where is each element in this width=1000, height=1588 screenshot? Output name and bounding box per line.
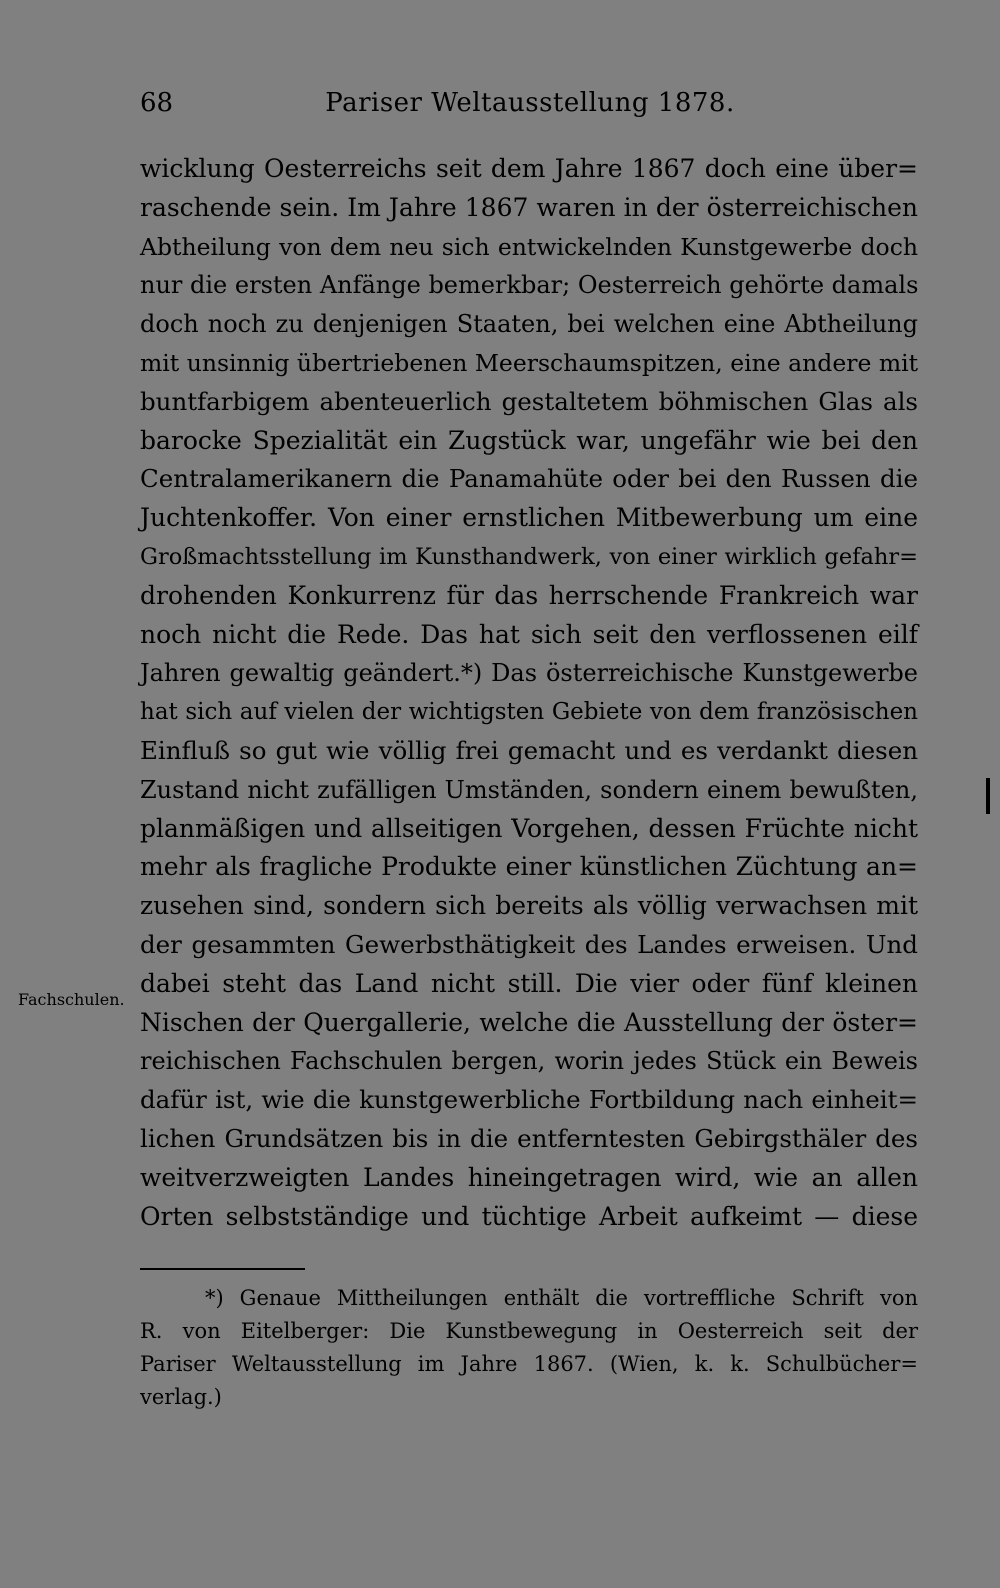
text-line: Einfluß so gut wie völlig frei gemacht und es verdankt diesen (140, 735, 918, 765)
text-line: doch noch zu denjenigen Staaten, bei welchen eine Abtheilung (140, 310, 918, 339)
text-line: Nischen der Quergallerie, welche die Ausstellung der öster= (140, 1007, 918, 1037)
edge-mark (986, 778, 990, 814)
page-number: 68 (140, 88, 174, 118)
text-line: buntfarbigem abenteuerlich gestaltetem böhmischen Glas als (140, 386, 918, 416)
footnote-line: verlag.) (140, 1385, 222, 1409)
text-line: Großmachtsstellung im Kunsthandwerk, von einer wirklich gefahr= (140, 543, 918, 570)
footnote-line: R. von Eitelberger: Die Kunstbewegung in Oesterreich seit der (140, 1319, 918, 1343)
text-line: zusehen sind, sondern sich bereits als völlig verwachsen mit (140, 891, 918, 921)
text-line: lichen Grundsätzen bis in die entferntesten Gebirgsthäler des (140, 1123, 918, 1153)
body-text (140, 150, 918, 1236)
text-line: dabei steht das Land nicht still. Die vier oder fünf kleinen (140, 968, 918, 998)
text-line: noch nicht die Rede. Das hat sich seit den verflossenen eilf (140, 619, 918, 649)
text-line: wicklung Oesterreichs seit dem Jahre 1867 doch eine über= (140, 154, 918, 183)
footnote-line: Pariser Weltausstellung im Jahre 1867. (Wien, k. k. Schulbücher= (140, 1352, 918, 1376)
margin-note: Fachschulen. (18, 990, 125, 1009)
text-line: Juchtenkoffer. Von einer ernstlichen Mitbewerbung um eine (140, 503, 918, 533)
running-head: Pariser Weltausstellung 1878. (325, 88, 735, 118)
footnote-rule (140, 1268, 305, 1270)
text-line: weitverzweigten Landes hineingetragen wird, wie an allen (140, 1162, 918, 1192)
text-line: mit unsinnig übertriebenen Meerschaumspitzen, eine andere mit (140, 348, 919, 377)
footnote-line: *) Genaue Mittheilungen enthält die vortreffliche Schrift von (205, 1286, 918, 1310)
text-line: mehr als fragliche Produkte einer künstlichen Züchtung an= (140, 852, 918, 882)
text-line: raschende sein. Im Jahre 1867 waren in der österreichischen (140, 192, 918, 222)
text-line: hat sich auf vielen der wichtigsten Gebiete von dem französischen (140, 699, 918, 726)
text-line: planmäßigen und allseitigen Vorgehen, dessen Früchte nicht (140, 813, 918, 843)
text-line: reichischen Fachschulen bergen, worin jedes Stück ein Beweis (140, 1047, 918, 1076)
text-line: Centralamerikanern die Panamahüte oder bei den Russen die (140, 464, 918, 494)
text-line: drohenden Konkurrenz für das herrschende Frankreich war (140, 580, 918, 610)
text-line: Orten selbstständige und tüchtige Arbeit aufkeimt — diese (140, 1201, 918, 1231)
page-header (140, 88, 920, 128)
text-line: Abtheilung von dem neu sich entwickelnden Kunstgewerbe doch (140, 232, 918, 261)
text-line: barocke Spezialität ein Zugstück war, ungefähr wie bei den (140, 425, 918, 455)
text-line: Zustand nicht zufälligen Umständen, sondern einem bewußten, (140, 775, 918, 804)
text-line: dafür ist, wie die kunstgewerbliche Fortbildung nach einheit= (140, 1085, 918, 1115)
text-line: nur die ersten Anfänge bemerkbar; Oesterreich gehörte damals (140, 271, 919, 300)
footnote (140, 1282, 918, 1414)
text-line: der gesammten Gewerbsthätigkeit des Landes erweisen. Und (140, 929, 918, 959)
text-line: Jahren gewaltig geändert.*) Das österreichische Kunstgewerbe (140, 659, 918, 688)
